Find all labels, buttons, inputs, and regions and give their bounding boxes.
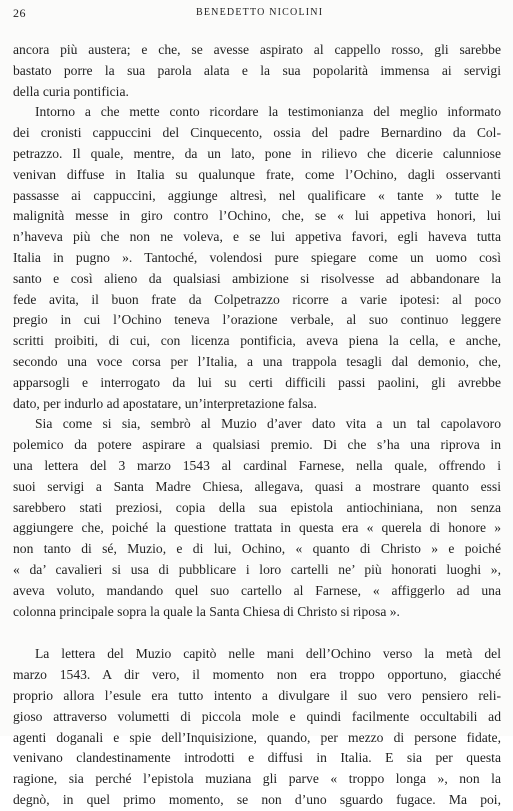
page-header <box>0 6 513 22</box>
text-line: malignità messe in giro contro l’Ochino, che, se « lui appetiva honori, lui <box>13 208 501 224</box>
text-line: La lettera del Muzio capitò nelle mani dell’Ochino verso la metà del <box>35 646 501 662</box>
text-line: dei cronisti cappuccini del Cinquecento, ossia del padre Bernardino da Col- <box>13 125 501 141</box>
text-line: santo e così alieno da qualsiasi ambizione si risolvesse ad abbandonare la <box>13 270 501 286</box>
text-line: fede avita, il buon frate da Colpetrazzo ricorre a varie ipotesi: al poco <box>13 291 501 307</box>
text-line: ancora più austera; e che, se avesse aspirato al cappello rosso, gli sarebbe <box>13 42 501 57</box>
text-line: proprio allora l’esule era tutto intento a divulgare il suo vero pensiero reli- <box>13 687 501 703</box>
text-line: suoi servigi a Santa Madre Chiesa, allegava, quasi a mostrare quanto essi <box>13 478 501 494</box>
running-head: BENEDETTO NICOLINI <box>196 7 324 18</box>
text-line: degnò, in quel primo momento, se non d’uno sguardo fugace. Ma poi, <box>13 791 501 807</box>
text-line: n’haveva più che non ne voleva, e se lui appetiva favori, egli haveva tutta <box>13 229 501 245</box>
text-line: passasse ai cappuccini, aggiunge altresì, nel qualificare « tante » tutte le <box>13 187 501 203</box>
text-line: gioso attraverso volumetti di piccola mole e quindi facilmente occultabili ad <box>13 708 501 724</box>
text-line: della curia pontificia. <box>13 83 129 99</box>
text-line: ragione, sia perché l’epistola muziana gli parve « troppo longa », non la <box>13 771 501 787</box>
text-line: non tanto di sé, Muzio, e di lui, Ochino, « quanto di Christo » e poiché <box>13 541 501 557</box>
text-line: apparsogli e interrogato da lui su certi difficili passi paolini, gli avrebbe <box>13 374 501 390</box>
text-line: bastato porre la sua parola alata e la sua popolarità immensa ai servigi <box>13 62 501 78</box>
page-number: 26 <box>13 6 26 20</box>
text-line: secondo una voce corsa per l’Italia, a una trappola tesagli dal demonio, che, <box>13 353 501 369</box>
text-line: Intorno a che mette conto ricordare la testimonianza del meglio informato <box>35 104 501 120</box>
text-line: aveva voluto, mandando quel suo cartello al Farnese, « affiggerlo ad una <box>13 582 501 598</box>
text-line: petrazzo. Il quale, mentre, da un lato, pone in rilievo che dicerie calunniose <box>13 145 501 161</box>
text-line: « da’ cavalieri si usa di pubblicare i loro cartelli ne’ più honorati luoghi », <box>13 561 501 577</box>
text-line: pregio in cui l’Ochino teneva l’orazione verbale, al suo continuo leggere <box>13 312 501 328</box>
text-line: colonna principale sopra la quale la Santa Chiesa di Christo si riposa ». <box>13 603 400 619</box>
text-line: aggiungere che, poiché la questione trattata in questa era « querela di honore » <box>13 520 501 536</box>
body-text <box>13 40 501 811</box>
text-line: venivano clandestinamente introdotti e diffusi in Italia. E sia per questa <box>13 750 501 766</box>
text-line: marzo 1543. A dir vero, il momento non era troppo opportuno, giacché <box>13 667 501 683</box>
text-line: polemico da potere aspirare a qualsiasi premio. Di che s’ha una riprova in <box>13 437 501 453</box>
text-line: venivan diffuse in Italia su qualunque frate, come l’Ochino, dagli osservanti <box>13 166 501 182</box>
text-line: Italia in pugno ». Tantoché, volendosi pure spiegare come un uomo così <box>13 249 501 265</box>
text-line: dato, per indurlo ad apostatare, un’interpretazione falsa. <box>13 395 317 411</box>
text-line: Sia come si sia, sembrò al Muzio d’aver dato vita a un tal capolavoro <box>35 416 501 432</box>
text-line: sarebbero stati preziosi, copia della sua epistola antiochiniana, non senza <box>13 499 501 515</box>
text-line: agenti doganali e spie dell’Inquisizione, quando, per mezzo di persone fidate, <box>13 729 501 745</box>
text-line: scritti proibiti, di cui, con licenza pontificia, aveva piena la cella, e anche, <box>13 333 501 349</box>
text-line: una lettera del 3 marzo 1543 al cardinal Farnese, nella quale, offrendo i <box>13 457 501 473</box>
